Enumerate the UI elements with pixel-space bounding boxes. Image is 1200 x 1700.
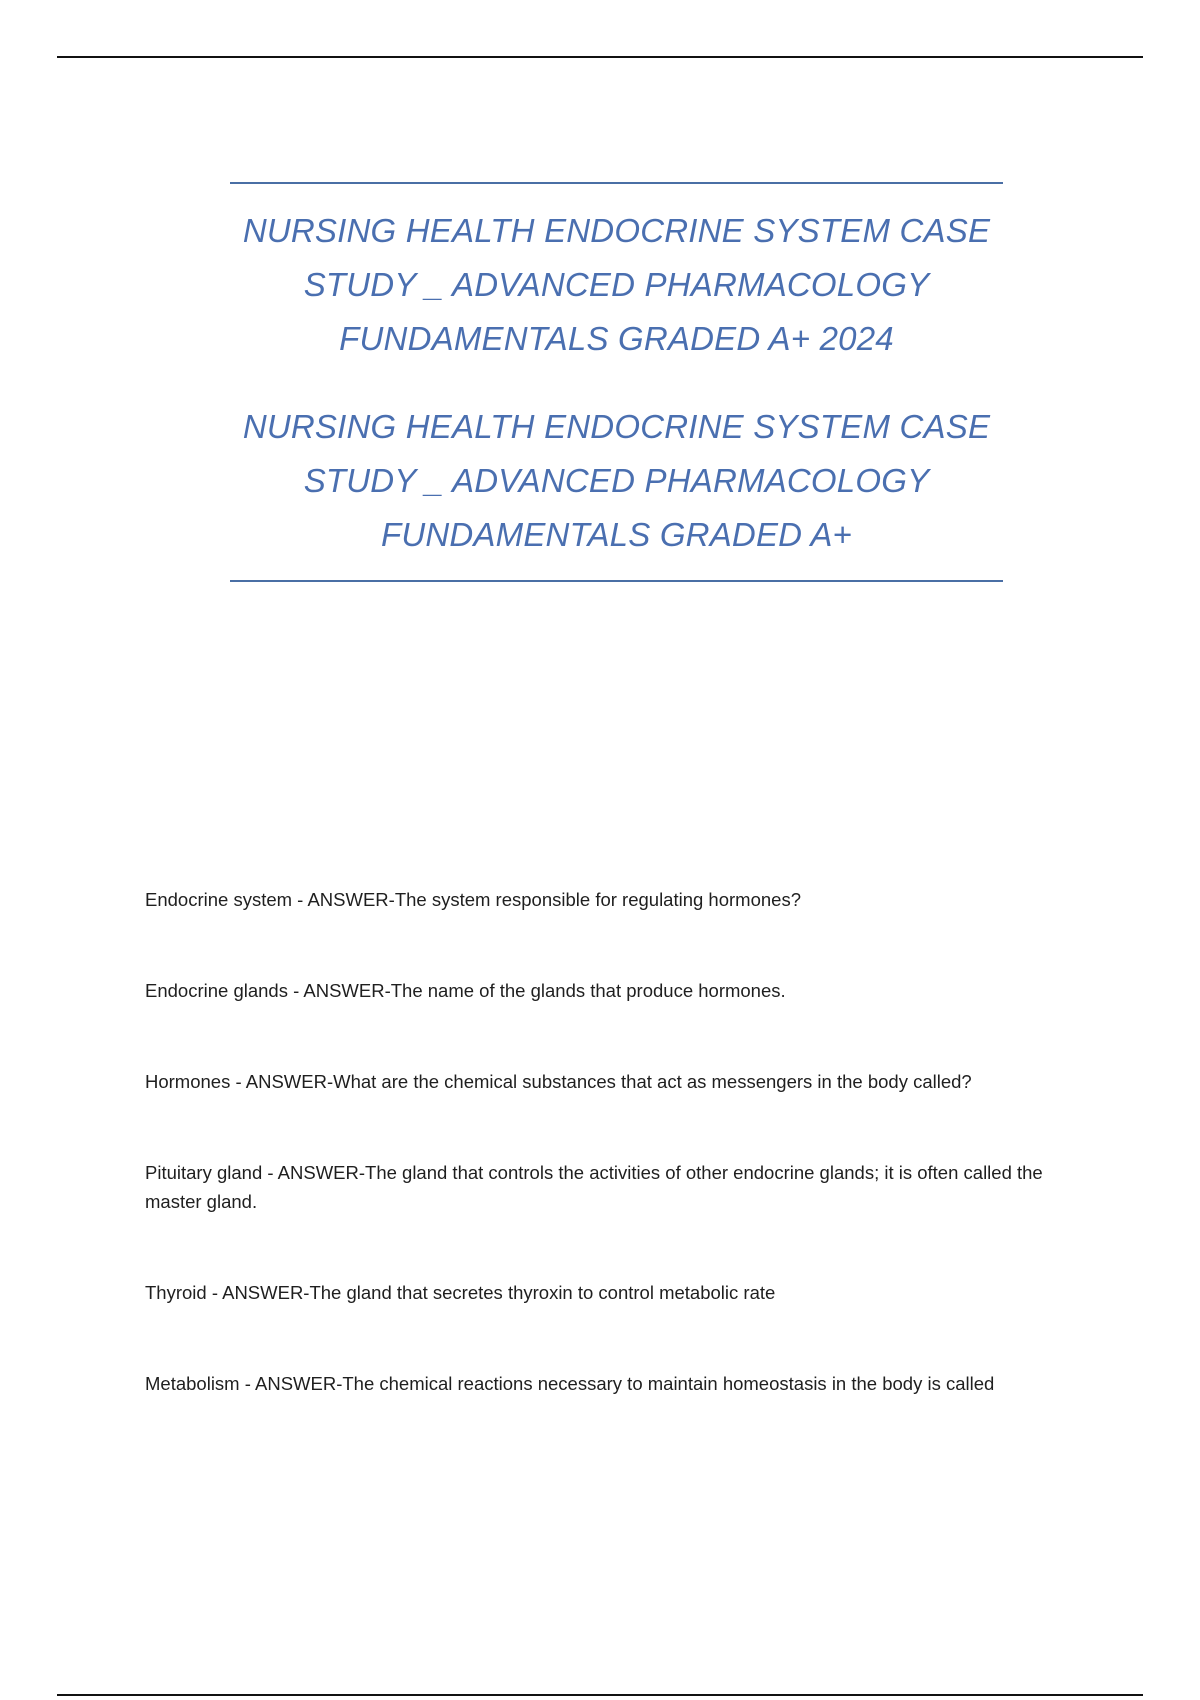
qa-item-endocrine-system: Endocrine system - ANSWER-The system responsible for regulating hormones? <box>145 889 801 910</box>
document-subtitle: NURSING HEALTH ENDOCRINE SYSTEM CASE STUDY _ ADVANCED PHARMACOLOGY FUNDAMENTALS GRADED A+ <box>242 408 991 553</box>
qa-list <box>145 885 1075 1398</box>
page-top-rule <box>57 56 1143 58</box>
qa-item-pituitary-gland: Pituitary gland - ANSWER-The gland that controls the activities of other endocrine glands; it is often called the master gland. <box>145 1162 1043 1212</box>
qa-item-hormones: Hormones - ANSWER-What are the chemical substances that act as messengers in the body called? <box>145 1071 972 1092</box>
qa-item-endocrine-glands: Endocrine glands - ANSWER-The name of the glands that produce hormones. <box>145 980 786 1001</box>
page-bottom-rule <box>57 1694 1143 1696</box>
qa-item-metabolism: Metabolism - ANSWER-The chemical reactions necessary to maintain homeostasis in the body is called <box>145 1373 995 1394</box>
document-title: NURSING HEALTH ENDOCRINE SYSTEM CASE STUDY _ ADVANCED PHARMACOLOGY FUNDAMENTALS GRADED A+ 2024 <box>242 212 991 357</box>
title-block <box>230 182 1003 582</box>
qa-item-thyroid: Thyroid - ANSWER-The gland that secretes thyroxin to control metabolic rate <box>145 1282 776 1303</box>
title-lower-rule <box>230 580 1003 582</box>
title-upper-rule <box>230 182 1003 184</box>
